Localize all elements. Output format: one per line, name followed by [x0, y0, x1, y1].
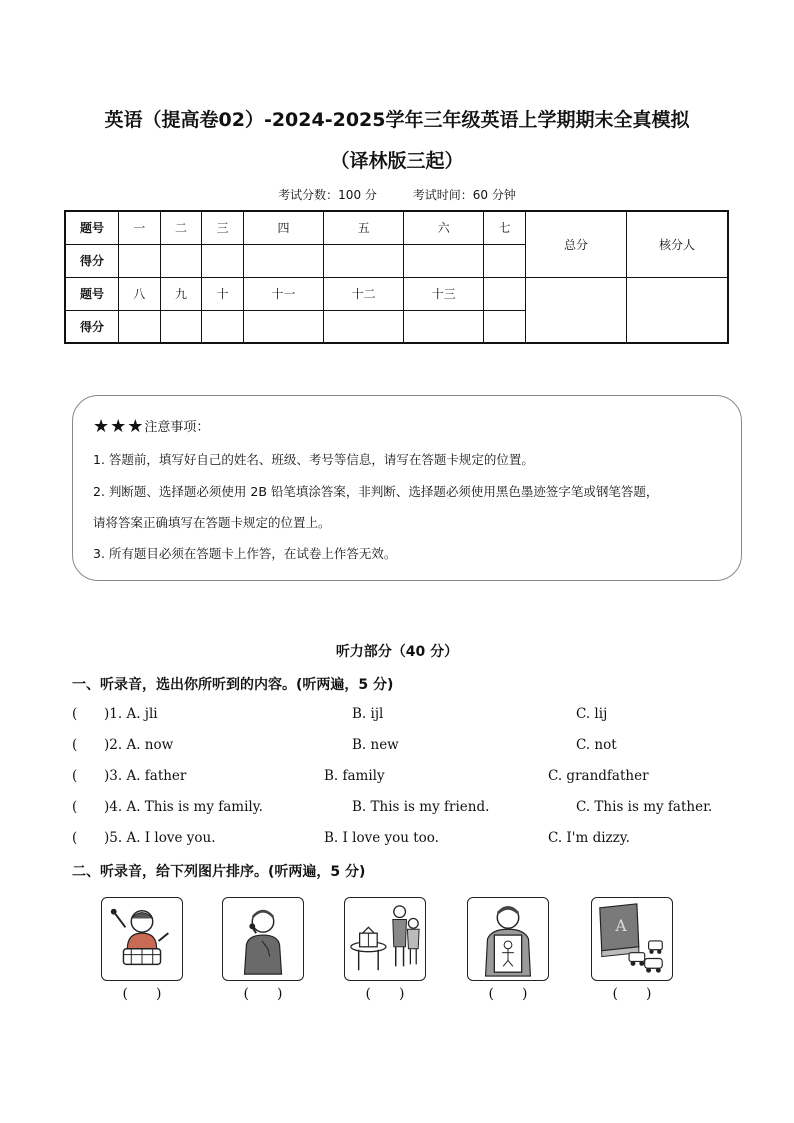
table-cell: [160, 244, 202, 277]
option-c: C. not: [576, 737, 617, 753]
table-cell: [202, 244, 244, 277]
table-cell: 六: [404, 211, 484, 244]
notice-line-3: 请将答案正确填写在答题卡规定的位置上。: [93, 515, 331, 530]
notice-heading-text: 注意事项：: [144, 420, 210, 435]
table-cell: 十一: [244, 277, 324, 310]
question-row: [72, 799, 732, 819]
answer-paren[interactable]: (: [72, 768, 78, 784]
option-c: C. I'm dizzy.: [548, 830, 630, 846]
option-a: )4. A. This is my family.: [104, 799, 263, 815]
family-gift-icon: [345, 898, 425, 980]
table-cell: 一: [119, 211, 161, 244]
answer-paren[interactable]: (: [72, 830, 78, 846]
listening-section-title: 听力部分（40 分）: [335, 644, 459, 660]
option-c: C. grandfather: [548, 768, 649, 784]
book-toys-icon: [592, 898, 672, 980]
picture-4-answer[interactable]: ( ): [488, 986, 528, 1002]
checker-cell: [627, 277, 729, 343]
picture-2: [222, 897, 304, 981]
table-cell: [484, 244, 526, 277]
table-cell: 十三: [404, 277, 484, 310]
option-a: )1. A. jli: [104, 706, 158, 722]
table-cell: 三: [202, 211, 244, 244]
exam-time: 考试时间：60 分钟: [412, 188, 516, 202]
option-b: B. new: [352, 737, 399, 753]
exam-score: 考试分数：100 分: [278, 188, 377, 202]
page-title: 英语（提高卷02）-2024-2025学年三年级英语上学期期末全真模拟: [104, 109, 690, 131]
option-b: B. ijl: [352, 706, 384, 722]
table-cell: [324, 244, 404, 277]
picture-1-answer[interactable]: ( ): [122, 986, 162, 1002]
singer-icon: [223, 898, 303, 980]
table-cell: 十二: [324, 277, 404, 310]
option-b: B. This is my friend.: [352, 799, 490, 815]
table-row: [65, 277, 728, 310]
table-label: 得分: [65, 244, 119, 277]
picture-5-answer[interactable]: ( ): [612, 986, 652, 1002]
question-row: [72, 706, 732, 726]
table-cell: [202, 310, 244, 343]
notice-line-2: 2. 判断题、选择题必须使用 2B 铅笔填涂答案，非判断、选择题必须使用黑色墨迹签字笔或钢笔答题，: [93, 484, 659, 499]
notice-box: [72, 395, 742, 581]
part2-title: 二、听录音，给下列图片排序。(听两遍，5 分): [72, 864, 366, 880]
total-label: 总分: [526, 211, 627, 277]
table-cell: [119, 244, 161, 277]
table-cell: 七: [484, 211, 526, 244]
option-a: )5. A. I love you.: [104, 830, 216, 846]
question-row: [72, 737, 732, 757]
table-cell: [160, 310, 202, 343]
table-cell: 十: [202, 277, 244, 310]
picture-5: [591, 897, 673, 981]
option-c: C. This is my father.: [576, 799, 713, 815]
option-a: )3. A. father: [104, 768, 187, 784]
notice-line-4: 3. 所有题目必须在答题卡上作答，在试卷上作答无效。: [93, 546, 397, 561]
table-cell: 五: [324, 211, 404, 244]
picture-4: [467, 897, 549, 981]
question-row: [72, 830, 732, 850]
option-b: B. I love you too.: [324, 830, 439, 846]
table-cell: 八: [119, 277, 161, 310]
question-row: [72, 768, 732, 788]
table-cell: [119, 310, 161, 343]
drummer-icon: [102, 898, 182, 980]
table-label: 得分: [65, 310, 119, 343]
option-c: C. lij: [576, 706, 608, 722]
table-cell: [404, 310, 484, 343]
table-cell: [324, 310, 404, 343]
answer-paren[interactable]: (: [72, 799, 78, 815]
picture-3-answer[interactable]: ( ): [365, 986, 405, 1002]
notice-line-1: 1. 答题前，填写好自己的姓名、班级、考号等信息，请写在答题卡规定的位置。: [93, 452, 534, 467]
table-cell: 二: [160, 211, 202, 244]
table-row: [65, 211, 728, 244]
boy-drawing-icon: [468, 898, 548, 980]
answer-paren[interactable]: (: [72, 706, 78, 722]
table-cell: [484, 277, 526, 310]
page-subtitle: （译林版三起）: [330, 150, 464, 172]
table-label: 题号: [65, 277, 119, 310]
star-icon: ★★★: [93, 416, 145, 437]
picture-2-answer[interactable]: ( ): [243, 986, 283, 1002]
picture-1: [101, 897, 183, 981]
part1-title: 一、听录音，选出你所听到的内容。(听两遍，5 分): [72, 677, 394, 693]
checker-label: 核分人: [627, 211, 729, 277]
svg-text:A: A: [615, 917, 627, 936]
table-cell: 四: [244, 211, 324, 244]
table-cell: [484, 310, 526, 343]
picture-3: [344, 897, 426, 981]
answer-paren[interactable]: (: [72, 737, 78, 753]
score-table: [64, 210, 729, 344]
table-cell: 九: [160, 277, 202, 310]
option-a: )2. A. now: [104, 737, 174, 753]
option-b: B. family: [324, 768, 385, 784]
table-cell: [244, 310, 324, 343]
table-cell: [404, 244, 484, 277]
exam-info: [0, 186, 794, 203]
total-score-cell: [526, 277, 627, 343]
table-label: 题号: [65, 211, 119, 244]
notice-heading: [93, 416, 209, 437]
table-cell: [244, 244, 324, 277]
